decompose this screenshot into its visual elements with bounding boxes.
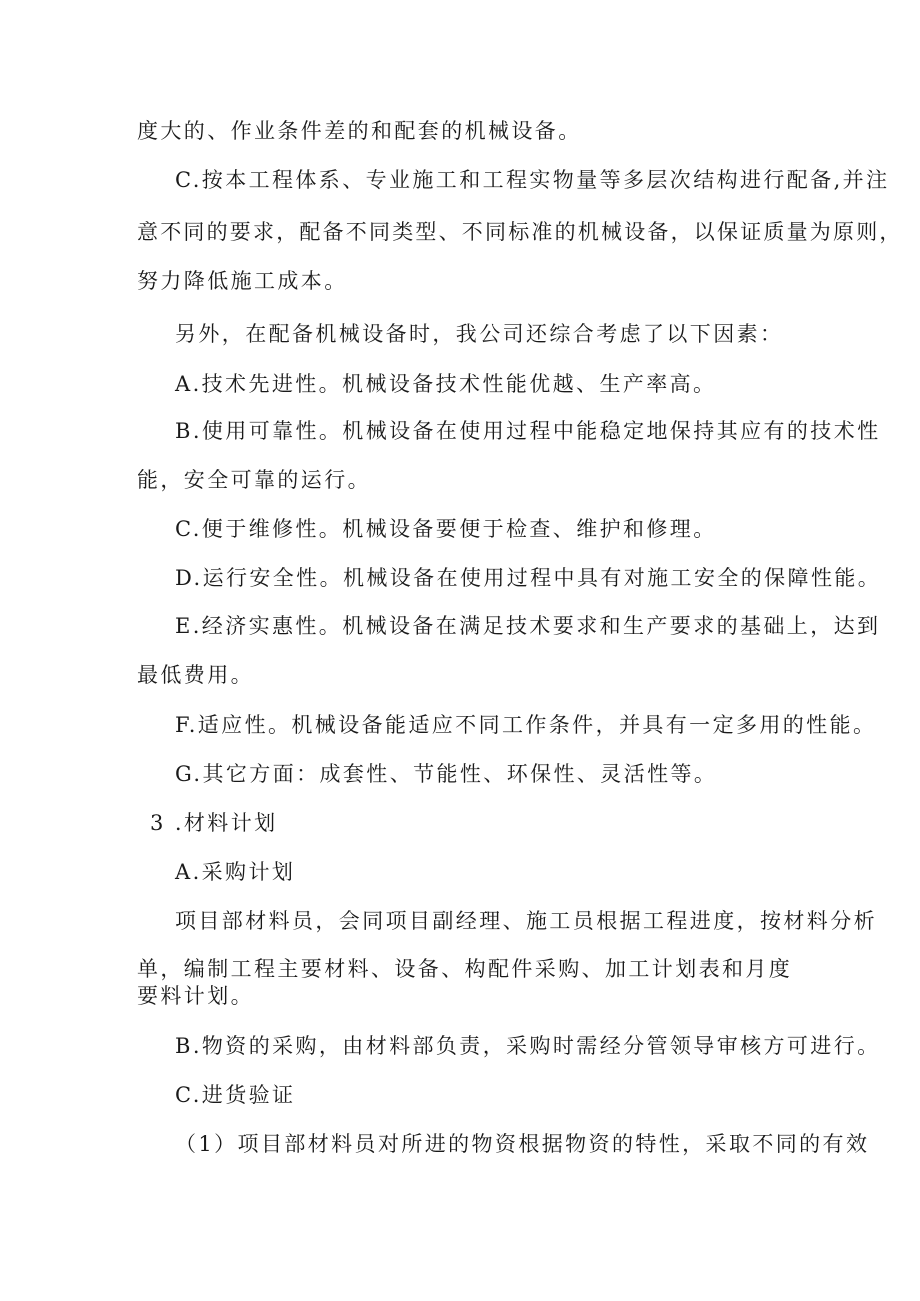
subsection-heading: C.进货验证 xyxy=(175,1083,296,1107)
paragraph-line: 另外，在配备机械设备时，我公司还综合考虑了以下因素： xyxy=(175,322,784,346)
paragraph-line: 度大的、作业条件差的和配套的机械设备。 xyxy=(137,119,582,143)
paragraph-line: 单，编制工程主要材料、设备、构配件采购、加工计划表和月度 xyxy=(137,957,793,981)
paragraph-line: 意不同的要求，配备不同类型、不同标准的机械设备，以保证质量为原则， xyxy=(137,220,903,244)
section-heading: 3 .材料计划 xyxy=(150,811,278,835)
paragraph-line: 要料计划。 xyxy=(137,984,254,1008)
list-item-line: C.便于维修性。机械设备要便于检查、维护和修理。 xyxy=(175,517,717,541)
paragraph-line: B.物资的采购，由材料部负责，采购时需经分管领导审核方可进行。 xyxy=(175,1034,881,1058)
list-item-line: 能，安全可靠的运行。 xyxy=(137,468,371,492)
list-item-line: D.运行安全性。机械设备在使用过程中具有对施工安全的保障性能。 xyxy=(175,566,882,590)
paragraph-line: C.按本工程体系、专业施工和工程实物量等多层次结构进行配备,并注 xyxy=(175,168,890,192)
list-item-line: B.使用可靠性。机械设备在使用过程中能稳定地保持其应有的技术性 xyxy=(175,419,881,443)
list-item-line: A.技术先进性。机械设备技术性能优越、生产率高。 xyxy=(175,372,717,396)
paragraph-line: 努力降低施工成本。 xyxy=(137,269,348,293)
list-item-line: G.其它方面：成套性、节能性、环保性、灵活性等。 xyxy=(175,762,718,786)
list-item-line: 最低费用。 xyxy=(137,663,254,687)
list-item-line: F.适应性。机械设备能适应不同工作条件，并具有一定多用的性能。 xyxy=(175,713,877,737)
list-item-line: E.经济实惠性。机械设备在满足技术要求和生产要求的基础上，达到 xyxy=(175,614,881,638)
paragraph-line: 项目部材料员，会同项目副经理、施工员根据工程进度，按材料分析 xyxy=(175,909,877,933)
numbered-item-line: （1）项目部材料员对所进的物资根据物资的特性，采取不同的有效 xyxy=(175,1132,870,1156)
subsection-heading: A.采购计划 xyxy=(175,860,296,884)
